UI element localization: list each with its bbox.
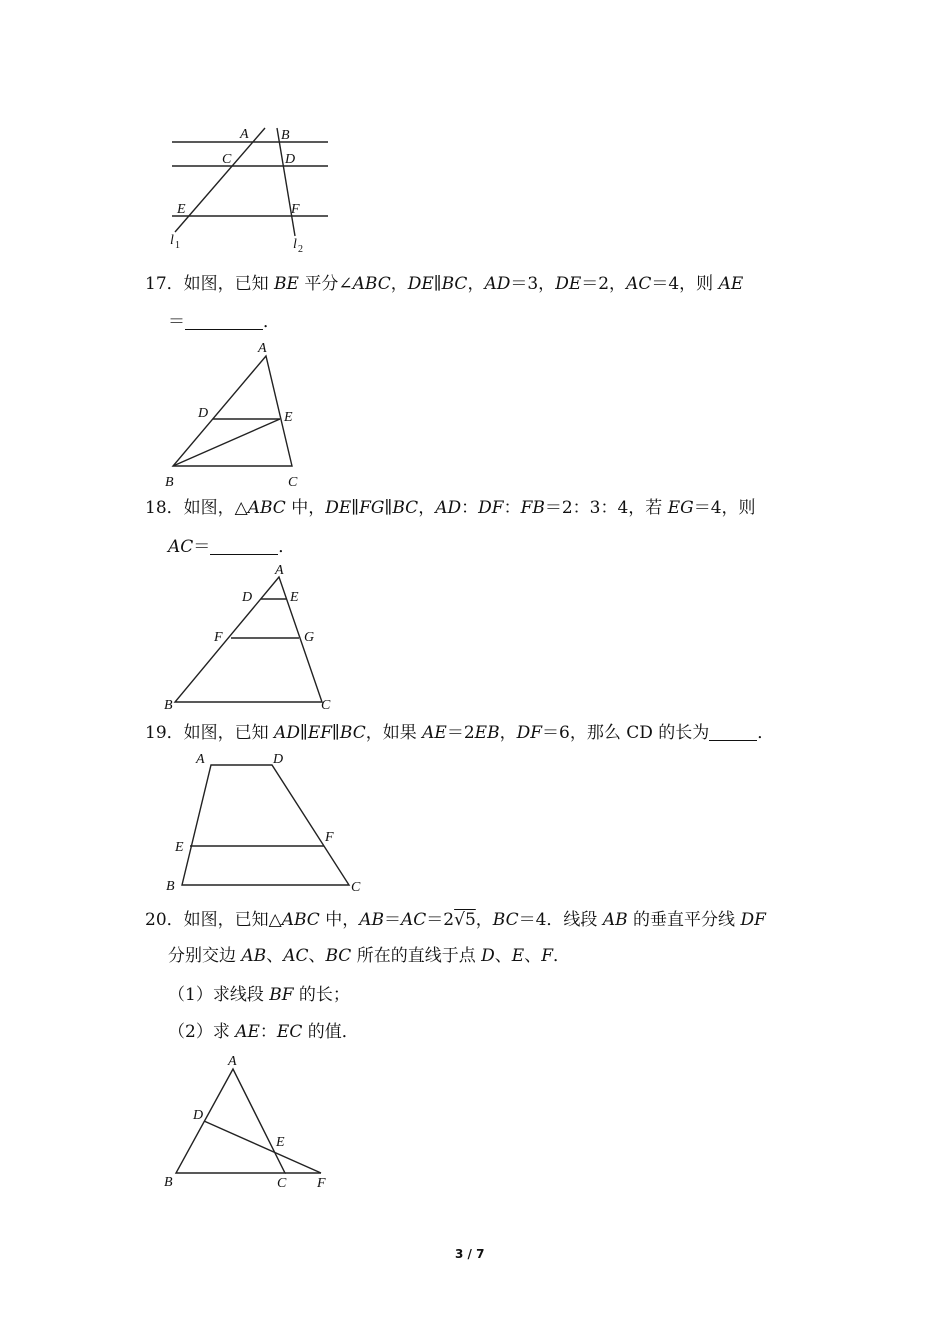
label-A: A [258, 341, 267, 356]
label-l1-sub: 1 [175, 240, 180, 251]
label-E: E [290, 590, 299, 605]
label-B: B [164, 1175, 173, 1190]
label-E: E [284, 410, 293, 425]
label-l1: l [170, 233, 174, 248]
label-F: F [325, 830, 334, 845]
q20-line1: 20．如图，已知△ABC 中，AB＝AC＝2√5，BC＝4．线段 AB 的垂直平分线 DF [145, 910, 766, 930]
q18-line1: 18．如图，△ABC 中，DE∥FG∥BC，AD：DF：FB＝2：3：4，若 EG＝4，则 [145, 498, 756, 518]
q18-line2: AC＝ ． [168, 537, 296, 557]
label-F: F [317, 1176, 326, 1191]
label-A: A [240, 127, 249, 142]
label-C: C [277, 1176, 287, 1191]
label-D: D [242, 590, 253, 605]
q17-line1: 17．如图，已知 BE 平分∠ABC，DE∥BC，AD＝3，DE＝2，AC＝4，则 AE [145, 274, 744, 294]
label-A: A [275, 563, 284, 578]
label-l2-sub: 2 [298, 244, 303, 255]
label-A: A [196, 752, 205, 767]
label-F: F [214, 630, 223, 645]
label-D: D [285, 152, 296, 167]
label-E: E [177, 202, 186, 217]
label-l2: l [293, 237, 297, 252]
label-C: C [222, 152, 232, 167]
label-E: E [175, 840, 184, 855]
q20-part1: （1）求线段 BF 的长； [168, 985, 350, 1005]
label-F: F [291, 202, 300, 217]
page-number: 3 / 7 [455, 1247, 485, 1261]
label-B: B [165, 475, 174, 490]
label-D: D [193, 1108, 204, 1123]
label-E: E [276, 1135, 285, 1150]
label-D: D [273, 752, 284, 767]
label-G: G [304, 630, 315, 645]
label-C: C [321, 698, 331, 713]
label-C: C [288, 475, 298, 490]
q17-line2: ＝ ． [168, 312, 280, 332]
label-B: B [281, 128, 290, 143]
label-B: B [166, 879, 175, 894]
q20-line2: 分别交边 AB、AC、BC 所在的直线于点 D、E、F． [168, 946, 570, 966]
label-D: D [198, 406, 209, 421]
q20-part2: （2）求 AE：EC 的值． [168, 1022, 359, 1042]
label-B: B [164, 698, 173, 713]
label-A: A [228, 1054, 237, 1069]
q19-line1: 19．如图，已知 AD∥EF∥BC，如果 AE＝2EB，DF＝6，那么 CD 的长为 ． [145, 723, 775, 743]
label-C: C [351, 880, 361, 895]
